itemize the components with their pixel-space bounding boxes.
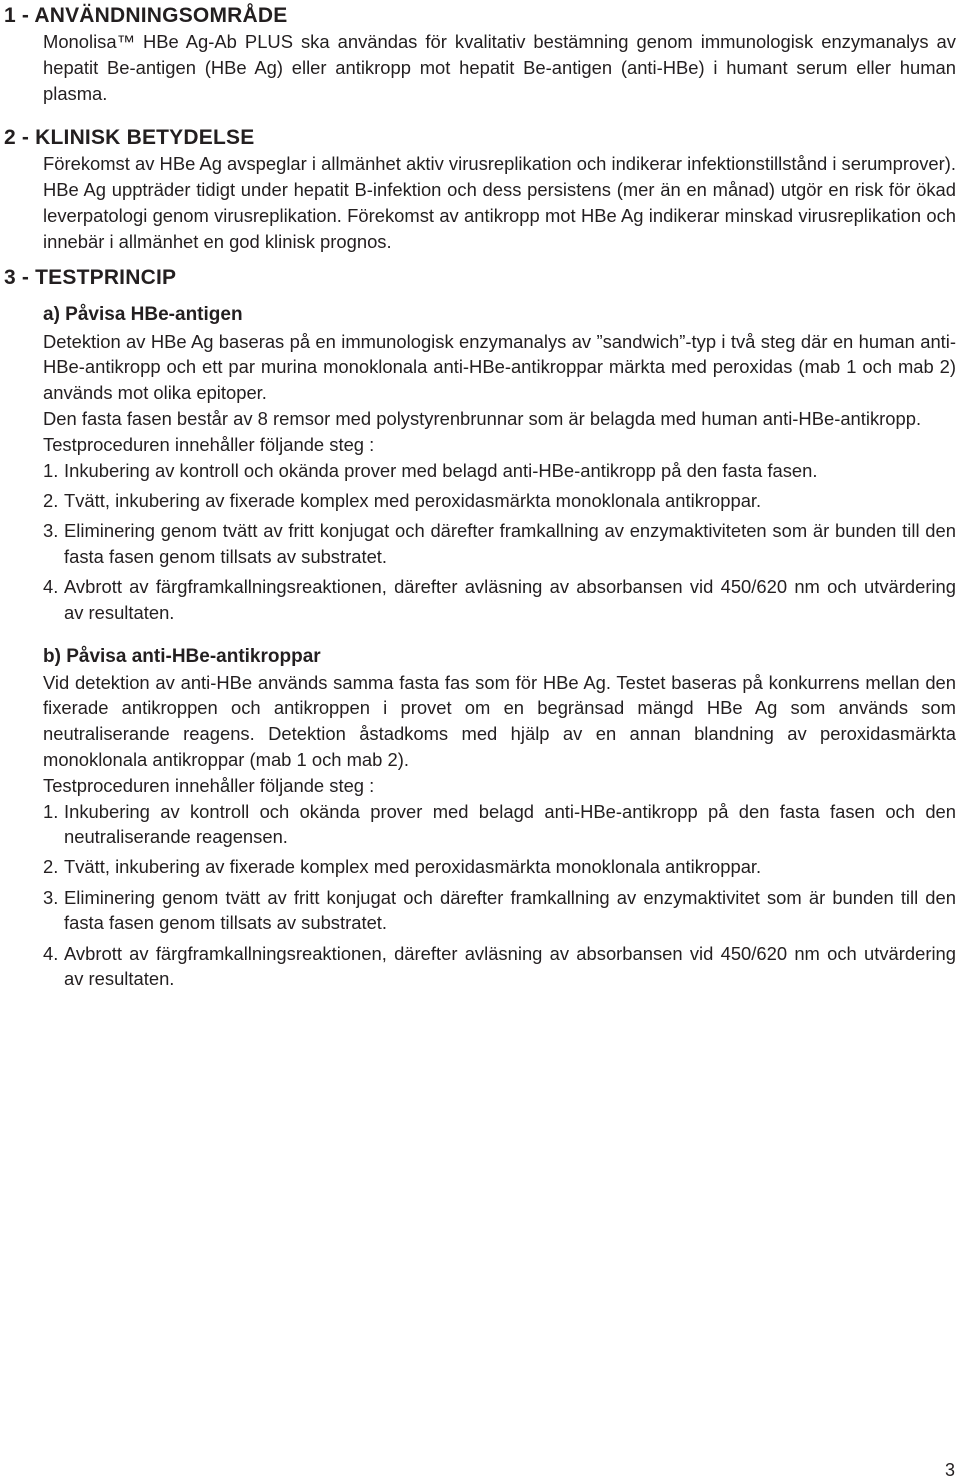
paragraph: Förekomst av HBe Ag avspeglar i allmänhet aktiv virusreplikation och indikerar infektionstillstånd i serumprover). HBe Ag uppträder tidigt under hepatit B-infektion och dess persistens (mer än en månad) utgör en risk för ökad leverpatologi genom virusreplikation. Förekomst av antikropp mot HBe Ag indikerar minskad virusreplikation och innebär i allmänhet en god klinisk prognos. [43, 153, 956, 252]
step-text: Avbrott av färgframkallningsreaktionen, därefter avläsning av absorbansen vid 450/620 nm och utvärdering av resultaten. [64, 575, 956, 623]
step-number: 1. [43, 800, 59, 822]
section-heading-klinisk-betydelse: 2 - KLINISK BETYDELSE [4, 126, 255, 150]
section-heading-anvandningsomrade: 1 - ANVÄNDNINGSOMRÅDE [4, 4, 288, 27]
step-text: Eliminering genom tvätt av fritt konjugat och därefter framkallning av enzymaktiviteten som är bunden till den fasta fasen genom tillsats av substratet. [64, 519, 956, 567]
list-item [43, 885, 956, 937]
section-heading-testprincip: 3 - TESTPRINCIP [4, 265, 177, 289]
step-number: 2. [43, 489, 59, 511]
step-number: 2. [43, 856, 59, 878]
step-text: Avbrott av färgframkallningsreaktionen, därefter avläsning av absorbansen vid 450/620 nm och utvärdering av resultaten. [64, 942, 956, 990]
step-text: Eliminering genom tvätt av fritt konjugat och därefter framkallning av enzymaktivitet som är bunden till den fasta fasen genom tillsats av substratet. [64, 886, 956, 934]
section-body-klinisk-betydelse [4, 151, 956, 254]
step-number: 3. [43, 886, 59, 908]
section-body-anvandningsomrade [4, 29, 956, 106]
paragraph: Monolisa™ HBe Ag-Ab PLUS ska användas för kvalitativ bestämning genom immunologisk enzymanalys av hepatit Be-antigen (HBe Ag) eller antikropp mot hepatit Be-antigen (anti-HBe) i humant serum eller human plasma. [43, 31, 956, 104]
list-item [43, 458, 956, 484]
steps-list-a [43, 458, 956, 626]
steps-list-b [43, 799, 956, 993]
list-item [43, 488, 956, 514]
subsection-heading-b: b) Påvisa anti-HBe-antikroppar [43, 645, 321, 667]
page-content [4, 3, 956, 997]
step-number: 3. [43, 519, 59, 541]
paragraph: Detektion av HBe Ag baseras på en immunologisk enzymanalys av ”sandwich”-typ i två steg där en human anti-HBe-antikropp och ett par murina monoklonala anti-HBe-antikroppar märkta med peroxidas (mab 1 och mab 2) används mot olika epitoper. [43, 330, 956, 404]
step-text: Tvätt, inkubering av fixerade komplex med peroxidasmärkta monoklonala antikroppar. [64, 856, 762, 878]
step-text: Tvätt, inkubering av fixerade komplex med peroxidasmärkta monoklonala antikroppar. [64, 489, 762, 511]
step-number: 1. [43, 459, 59, 481]
paragraph: Den fasta fasen består av 8 remsor med polystyrenbrunnar som är belagda med human anti-HBe-antikropp. [43, 407, 922, 429]
step-text: Inkubering av kontroll och okända prover med belagd anti-HBe-antikropp på den fasta fasen. [64, 459, 818, 481]
paragraph: Vid detektion av anti-HBe används samma fasta fas som för HBe Ag. Testet baseras på konkurrens mellan den fixerade antikroppen och antikroppen i provet om en begränsad mängd HBe Ag som används som neutraliserande reagens. Detektion åstadkoms med hjälp av en annan blandning av peroxidasmärkta monoklonala antikroppar (mab 1 och mab 2). [43, 671, 956, 770]
step-number: 4. [43, 942, 59, 964]
page-number: 3 [944, 1460, 955, 1480]
paragraph: Testproceduren innehåller följande steg : [43, 774, 375, 796]
list-item [43, 854, 956, 880]
subsection-heading-a: a) Påvisa HBe-antigen [43, 303, 243, 325]
list-item [43, 941, 956, 993]
paragraph: Testproceduren innehåller följande steg : [43, 433, 375, 455]
step-text: Inkubering av kontroll och okända prover med belagd anti-HBe-antikropp på den fasta fasen och den neutraliserande reagensen. [64, 800, 956, 848]
section-body-testprincip [4, 302, 956, 993]
list-item [43, 799, 956, 851]
list-item [43, 518, 956, 570]
list-item [43, 574, 956, 626]
step-number: 4. [43, 575, 59, 597]
